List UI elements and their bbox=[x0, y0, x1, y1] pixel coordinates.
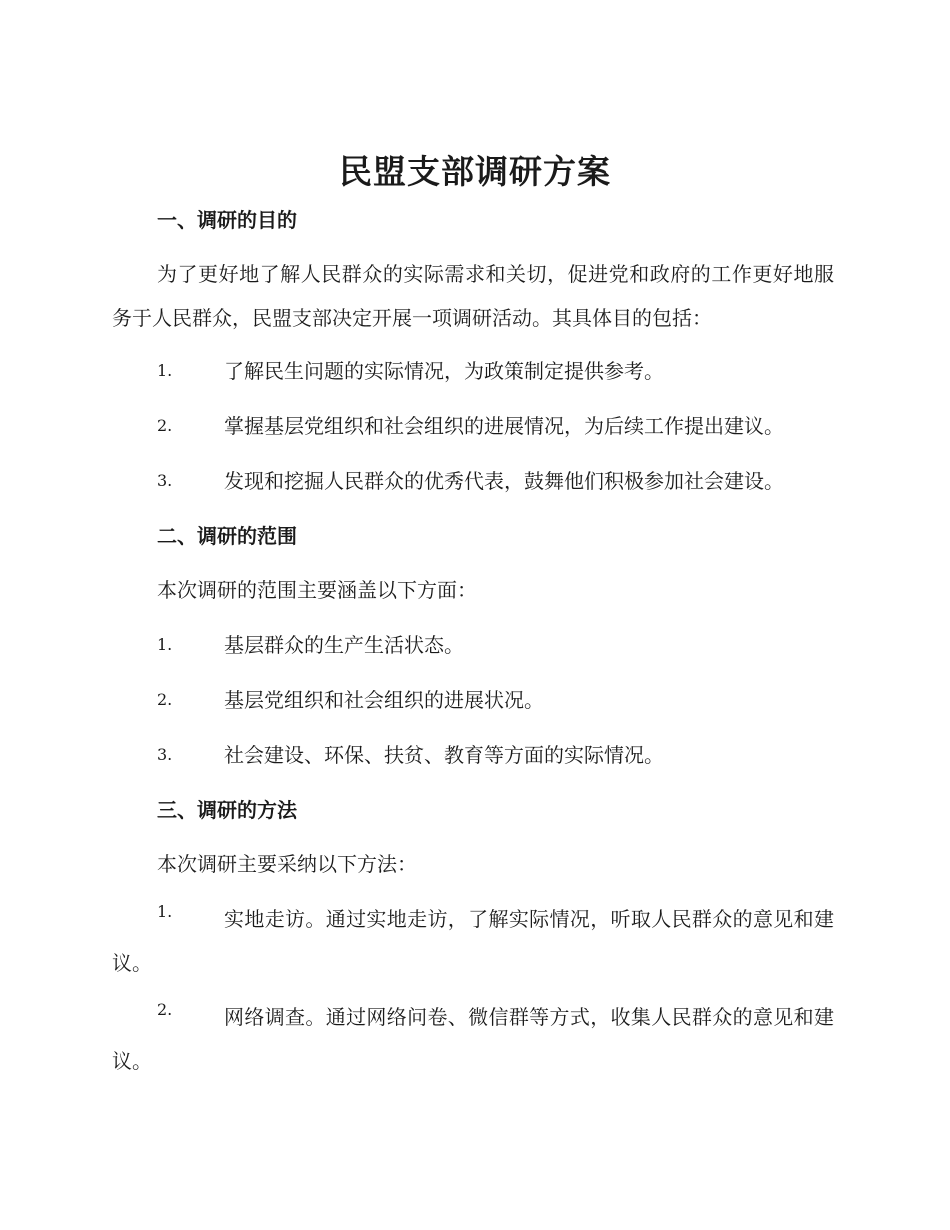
list-item-text: 掌握基层党组织和社会组织的进展情况，为后续工作提出建议。 bbox=[224, 414, 784, 438]
list-item bbox=[112, 685, 834, 715]
list-item-number: 2. bbox=[157, 690, 173, 709]
section-intro-method: 本次调研主要采纳以下方法： bbox=[157, 852, 417, 876]
list-item bbox=[112, 411, 834, 441]
list-item-text: 实地走访。通过实地走访，了解实际情况，听取人民群众的意见和建议。 bbox=[112, 907, 834, 975]
section-heading-method: 三、调研的方法 bbox=[157, 798, 297, 822]
list-item bbox=[112, 466, 834, 496]
list-item-number: 2. bbox=[157, 416, 173, 435]
list-item-number: 1. bbox=[157, 902, 173, 921]
list-item-number: 3. bbox=[157, 471, 173, 490]
list-item-number: 3. bbox=[157, 745, 173, 764]
section-intro-purpose: 为了更好地了解人民群众的实际需求和关切，促进党和政府的工作更好地服务于人民群众，民盟支部决定开展一项调研活动。其具体目的包括： bbox=[112, 262, 834, 330]
list-item-text: 基层党组织和社会组织的进展状况。 bbox=[224, 688, 544, 712]
list-item-number: 1. bbox=[157, 361, 173, 380]
section-intro-scope: 本次调研的范围主要涵盖以下方面： bbox=[157, 578, 477, 602]
section-heading-scope: 二、调研的范围 bbox=[157, 524, 297, 548]
list-item-text: 发现和挖掘人民群众的优秀代表，鼓舞他们积极参加社会建设。 bbox=[224, 469, 784, 493]
list-item bbox=[112, 897, 834, 985]
list-item bbox=[112, 740, 834, 770]
list-item bbox=[112, 630, 834, 660]
section-heading-purpose: 一、调研的目的 bbox=[157, 208, 297, 232]
list-item-number: 2. bbox=[157, 1000, 173, 1019]
list-item bbox=[112, 356, 834, 386]
list-item-number: 1. bbox=[157, 635, 173, 654]
list-item bbox=[112, 995, 834, 1083]
list-item-text: 基层群众的生产生活状态。 bbox=[224, 633, 464, 657]
list-item-text: 了解民生问题的实际情况，为政策制定提供参考。 bbox=[224, 359, 664, 383]
document-title: 民盟支部调研方案 bbox=[339, 152, 611, 191]
list-item-text: 网络调查。通过网络问卷、微信群等方式，收集人民群众的意见和建议。 bbox=[112, 1005, 834, 1073]
list-item-text: 社会建设、环保、扶贫、教育等方面的实际情况。 bbox=[224, 743, 664, 767]
